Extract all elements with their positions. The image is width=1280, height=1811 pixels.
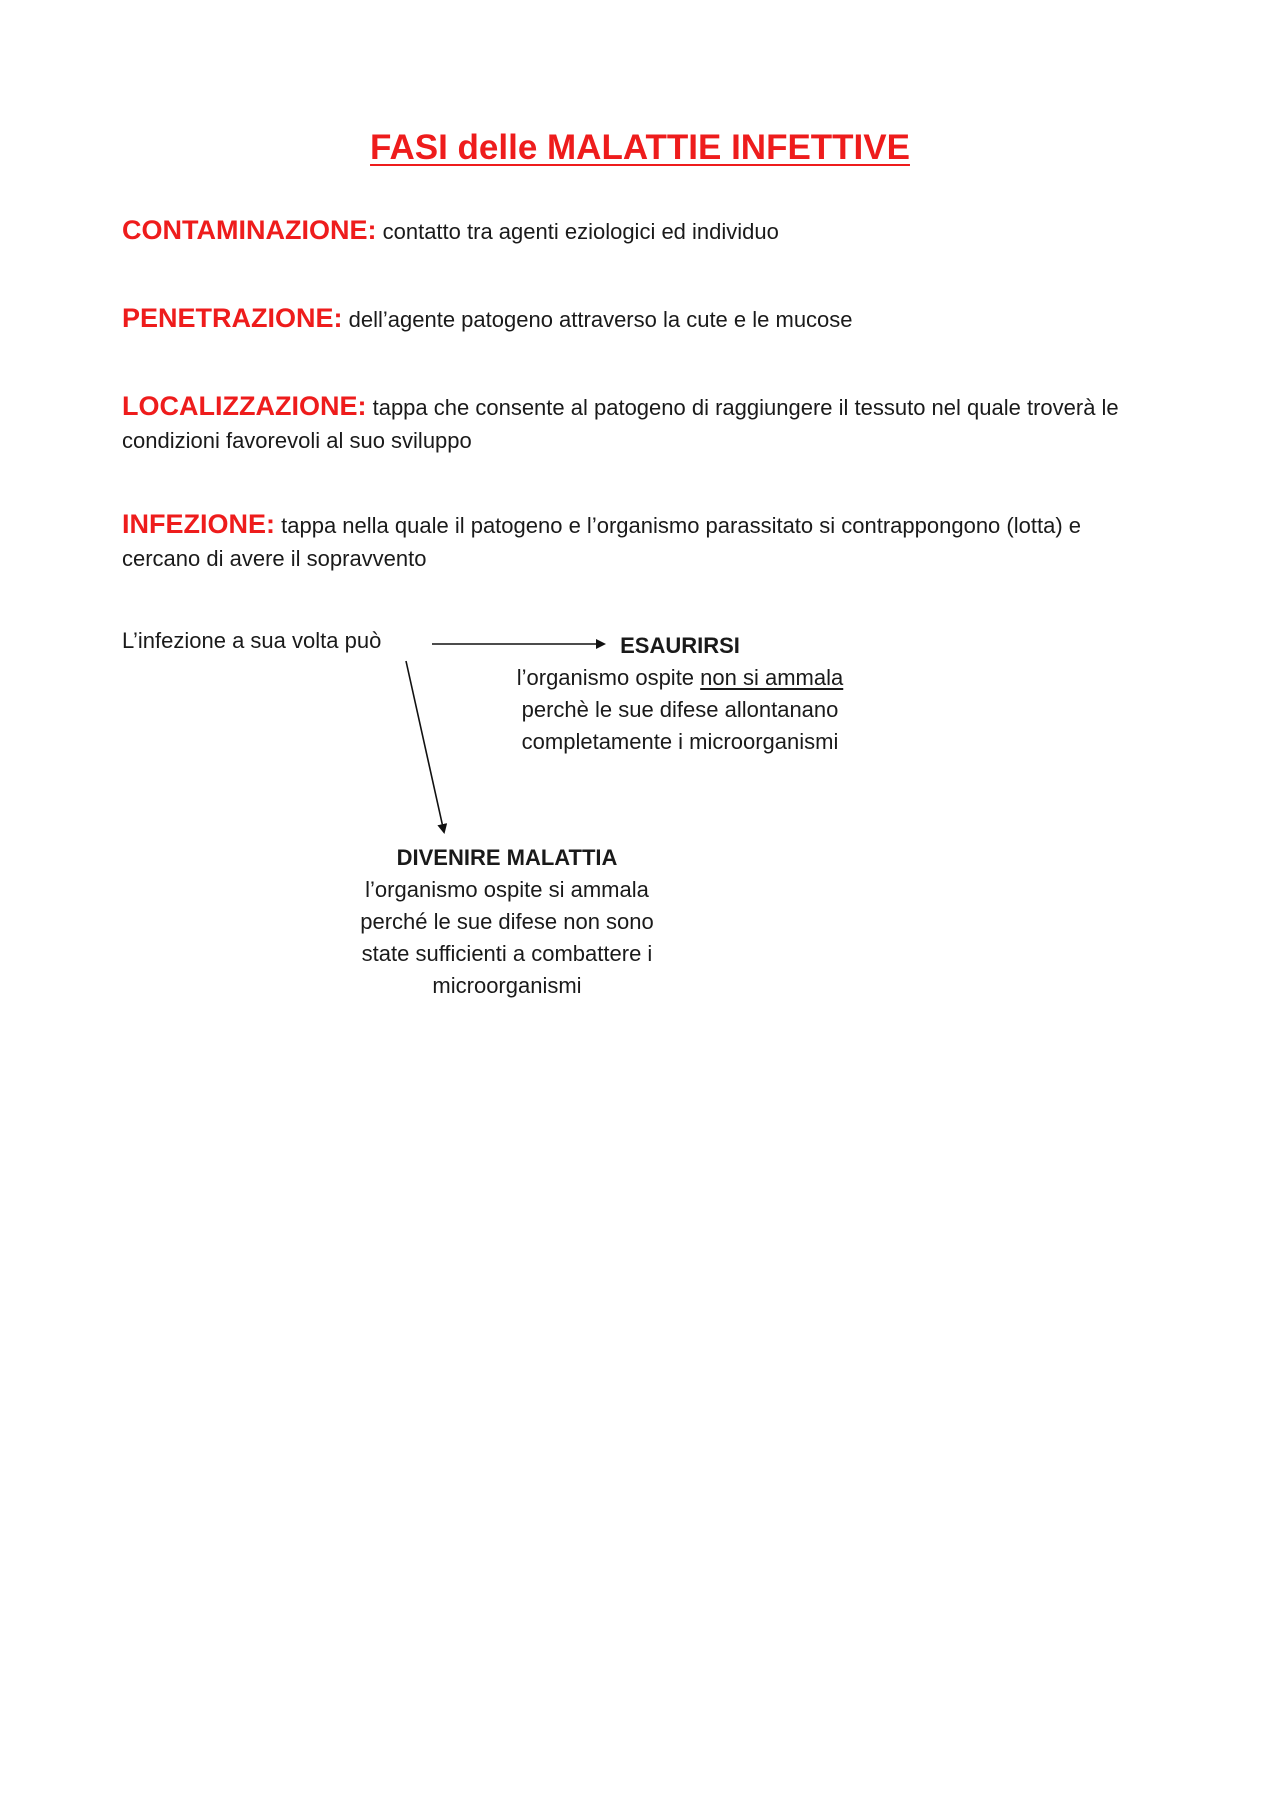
outcome-esaurirsi [495, 630, 865, 758]
outcome-emphasis: non si ammala [700, 665, 844, 690]
outcome-title: DIVENIRE MALATTIA [396, 845, 618, 870]
outcome-line: l’organismo ospite si ammala [365, 877, 649, 902]
arrow-down-icon [406, 661, 444, 832]
outcome-line: perché le sue difese non sono [360, 909, 654, 934]
phase-term: PENETRAZIONE: [122, 303, 343, 333]
page-title: FASI delle MALATTIE INFETTIVE [370, 128, 910, 167]
outcome-divenire-malattia [332, 842, 682, 1002]
phase-term: CONTAMINAZIONE: [122, 215, 377, 245]
outcome-line: microorganismi [432, 973, 582, 998]
outcome-line: state sufficienti a combattere i [361, 941, 653, 966]
phase-infezione [122, 508, 1162, 575]
phase-description: dell’agente patogeno attraverso la cute e le mucose [348, 307, 853, 332]
outcome-line: completamente i microorganismi [521, 729, 839, 754]
phase-contaminazione [122, 214, 1162, 248]
outcome-title: ESAURIRSI [620, 633, 740, 658]
phase-description: tappa che consente al patogeno di raggiungere il tessuto nel quale troverà le condizioni favorevoli al suo sviluppo [122, 395, 1119, 453]
phase-description: tappa nella quale il patogeno e l’organismo parassitato si contrappongono (lotta) e cercano di avere il sopravvento [122, 513, 1081, 571]
outcome-line [495, 662, 865, 694]
phase-description: contatto tra agenti eziologici ed individuo [382, 219, 779, 244]
outcome-text: l’organismo ospite [516, 665, 701, 690]
phase-penetrazione [122, 302, 1162, 336]
phase-term: INFEZIONE: [122, 509, 275, 539]
diagram-intro: L’infezione a sua volta può [122, 628, 382, 653]
outcome-line: perchè le sue difese allontanano [521, 697, 839, 722]
phase-localizzazione [122, 390, 1162, 457]
phase-term: LOCALIZZAZIONE: [122, 391, 367, 421]
